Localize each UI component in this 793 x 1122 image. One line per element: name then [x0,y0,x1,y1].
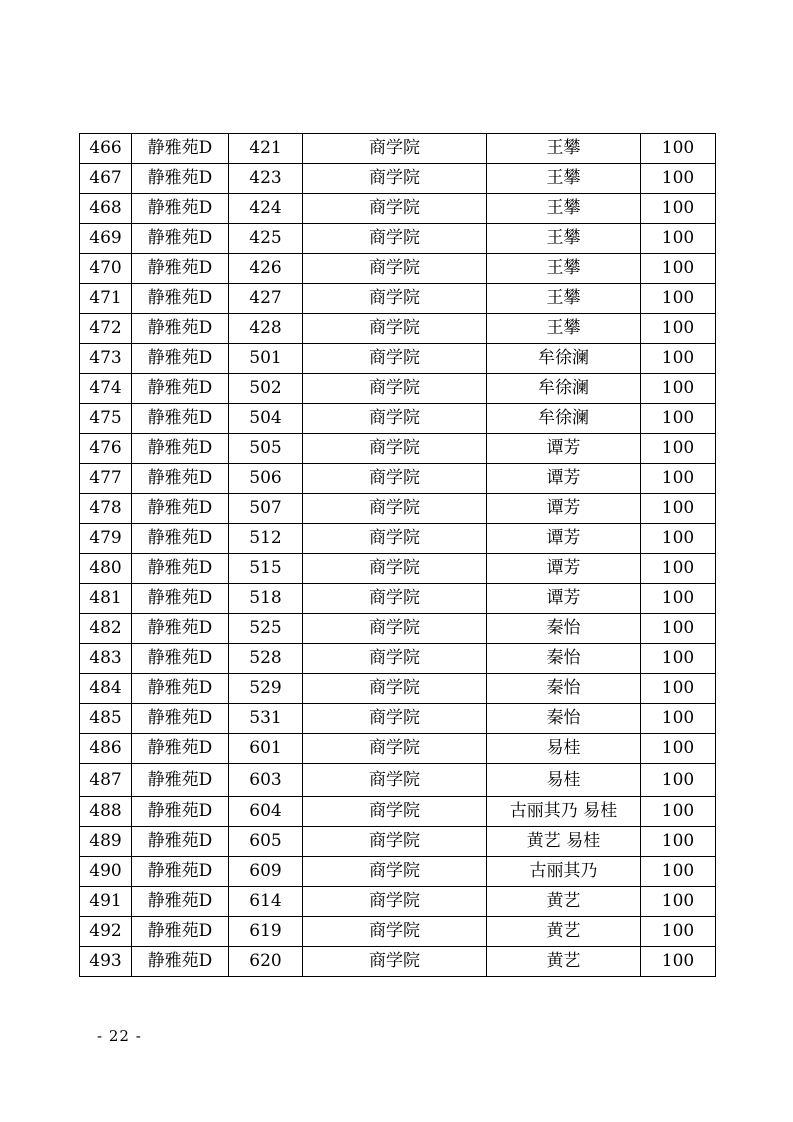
score-cell: 100 [641,494,716,524]
staff-name-cell: 古丽其乃 [487,857,641,887]
score-cell: 100 [641,254,716,284]
table-row [80,827,716,857]
building-cell: 静雅苑D [132,164,229,194]
table-row [80,644,716,674]
room-number-cell: 426 [229,254,303,284]
college-cell: 商学院 [303,827,487,857]
college-cell: 商学院 [303,734,487,764]
college-cell: 商学院 [303,464,487,494]
college-cell: 商学院 [303,344,487,374]
score-cell: 100 [641,674,716,704]
row-number-cell: 469 [80,224,132,254]
building-cell: 静雅苑D [132,797,229,827]
building-cell: 静雅苑D [132,554,229,584]
score-cell: 100 [641,344,716,374]
score-cell: 100 [641,917,716,947]
building-cell: 静雅苑D [132,947,229,977]
row-number-cell: 466 [80,134,132,164]
score-cell: 100 [641,797,716,827]
score-cell: 100 [641,164,716,194]
building-cell: 静雅苑D [132,857,229,887]
staff-name-cell: 王攀 [487,284,641,314]
score-cell: 100 [641,314,716,344]
row-number-cell: 472 [80,314,132,344]
college-cell: 商学院 [303,644,487,674]
table-row [80,797,716,827]
staff-name-cell: 王攀 [487,224,641,254]
staff-name-cell: 秦怡 [487,614,641,644]
score-cell: 100 [641,524,716,554]
college-cell: 商学院 [303,797,487,827]
score-cell: 100 [641,374,716,404]
college-cell: 商学院 [303,224,487,254]
building-cell: 静雅苑D [132,917,229,947]
room-number-cell: 601 [229,734,303,764]
building-cell: 静雅苑D [132,764,229,797]
staff-name-cell: 谭芳 [487,584,641,614]
score-cell: 100 [641,554,716,584]
building-cell: 静雅苑D [132,434,229,464]
table-row [80,134,716,164]
row-number-cell: 473 [80,344,132,374]
room-number-cell: 529 [229,674,303,704]
building-cell: 静雅苑D [132,524,229,554]
row-number-cell: 485 [80,704,132,734]
building-cell: 静雅苑D [132,374,229,404]
college-cell: 商学院 [303,584,487,614]
table-row [80,224,716,254]
college-cell: 商学院 [303,434,487,464]
room-number-cell: 428 [229,314,303,344]
score-cell: 100 [641,644,716,674]
staff-name-cell: 王攀 [487,254,641,284]
room-number-cell: 609 [229,857,303,887]
building-cell: 静雅苑D [132,224,229,254]
row-number-cell: 467 [80,164,132,194]
row-number-cell: 468 [80,194,132,224]
row-number-cell: 487 [80,764,132,797]
score-cell: 100 [641,857,716,887]
room-number-cell: 425 [229,224,303,254]
table-row [80,494,716,524]
college-cell: 商学院 [303,764,487,797]
college-cell: 商学院 [303,857,487,887]
staff-name-cell: 易桂 [487,734,641,764]
table-row [80,614,716,644]
college-cell: 商学院 [303,254,487,284]
college-cell: 商学院 [303,887,487,917]
score-cell: 100 [641,614,716,644]
room-number-cell: 502 [229,374,303,404]
staff-name-cell: 牟徐澜 [487,404,641,434]
staff-name-cell: 谭芳 [487,494,641,524]
table-row [80,194,716,224]
row-number-cell: 483 [80,644,132,674]
row-number-cell: 486 [80,734,132,764]
staff-name-cell: 牟徐澜 [487,374,641,404]
row-number-cell: 492 [80,917,132,947]
room-number-cell: 525 [229,614,303,644]
college-cell: 商学院 [303,947,487,977]
row-number-cell: 489 [80,827,132,857]
row-number-cell: 481 [80,584,132,614]
college-cell: 商学院 [303,704,487,734]
building-cell: 静雅苑D [132,314,229,344]
score-cell: 100 [641,464,716,494]
table-row [80,434,716,464]
room-number-cell: 531 [229,704,303,734]
table-row [80,164,716,194]
table-body [80,134,716,977]
score-cell: 100 [641,947,716,977]
staff-name-cell: 谭芳 [487,554,641,584]
table-row [80,704,716,734]
row-number-cell: 478 [80,494,132,524]
row-number-cell: 471 [80,284,132,314]
building-cell: 静雅苑D [132,464,229,494]
college-cell: 商学院 [303,524,487,554]
staff-name-cell: 易桂 [487,764,641,797]
building-cell: 静雅苑D [132,644,229,674]
building-cell: 静雅苑D [132,704,229,734]
staff-name-cell: 谭芳 [487,434,641,464]
college-cell: 商学院 [303,374,487,404]
score-cell: 100 [641,434,716,464]
staff-name-cell: 黄艺 [487,887,641,917]
room-number-cell: 423 [229,164,303,194]
score-cell: 100 [641,584,716,614]
row-number-cell: 474 [80,374,132,404]
staff-name-cell: 古丽其乃 易桂 [487,797,641,827]
staff-name-cell: 谭芳 [487,464,641,494]
building-cell: 静雅苑D [132,134,229,164]
row-number-cell: 479 [80,524,132,554]
building-cell: 静雅苑D [132,887,229,917]
score-cell: 100 [641,134,716,164]
table-row [80,314,716,344]
room-number-cell: 528 [229,644,303,674]
room-number-cell: 504 [229,404,303,434]
room-number-cell: 512 [229,524,303,554]
college-cell: 商学院 [303,674,487,704]
college-cell: 商学院 [303,917,487,947]
row-number-cell: 476 [80,434,132,464]
score-cell: 100 [641,284,716,314]
score-cell: 100 [641,224,716,254]
room-number-cell: 620 [229,947,303,977]
table-row [80,374,716,404]
college-cell: 商学院 [303,614,487,644]
building-cell: 静雅苑D [132,827,229,857]
college-cell: 商学院 [303,494,487,524]
room-number-cell: 604 [229,797,303,827]
college-cell: 商学院 [303,134,487,164]
table-row [80,734,716,764]
college-cell: 商学院 [303,404,487,434]
room-number-cell: 505 [229,434,303,464]
staff-name-cell: 黄艺 [487,947,641,977]
table-row [80,554,716,584]
table-row [80,947,716,977]
staff-name-cell: 王攀 [487,164,641,194]
row-number-cell: 470 [80,254,132,284]
building-cell: 静雅苑D [132,584,229,614]
table-row [80,524,716,554]
building-cell: 静雅苑D [132,404,229,434]
table-row [80,464,716,494]
building-cell: 静雅苑D [132,194,229,224]
college-cell: 商学院 [303,314,487,344]
room-number-cell: 605 [229,827,303,857]
room-number-cell: 515 [229,554,303,584]
row-number-cell: 490 [80,857,132,887]
room-number-cell: 614 [229,887,303,917]
table-row [80,857,716,887]
table-row [80,764,716,797]
staff-name-cell: 黄艺 [487,917,641,947]
room-number-cell: 421 [229,134,303,164]
score-cell: 100 [641,404,716,434]
staff-name-cell: 王攀 [487,134,641,164]
room-number-cell: 506 [229,464,303,494]
staff-name-cell: 秦怡 [487,644,641,674]
room-number-cell: 619 [229,917,303,947]
row-number-cell: 475 [80,404,132,434]
row-number-cell: 477 [80,464,132,494]
building-cell: 静雅苑D [132,344,229,374]
building-cell: 静雅苑D [132,674,229,704]
building-cell: 静雅苑D [132,734,229,764]
row-number-cell: 482 [80,614,132,644]
room-number-cell: 518 [229,584,303,614]
college-cell: 商学院 [303,554,487,584]
score-cell: 100 [641,734,716,764]
row-number-cell: 491 [80,887,132,917]
staff-name-cell: 牟徐澜 [487,344,641,374]
table-row [80,404,716,434]
building-cell: 静雅苑D [132,614,229,644]
table-row [80,584,716,614]
staff-name-cell: 黄艺 易桂 [487,827,641,857]
dormitory-score-table [79,133,716,977]
table-row [80,254,716,284]
staff-name-cell: 秦怡 [487,704,641,734]
room-number-cell: 427 [229,284,303,314]
page-number: - 22 - [97,1027,142,1045]
building-cell: 静雅苑D [132,494,229,524]
row-number-cell: 480 [80,554,132,584]
row-number-cell: 493 [80,947,132,977]
row-number-cell: 488 [80,797,132,827]
building-cell: 静雅苑D [132,254,229,284]
row-number-cell: 484 [80,674,132,704]
table-row [80,917,716,947]
staff-name-cell: 秦怡 [487,674,641,704]
staff-name-cell: 王攀 [487,194,641,224]
table-row [80,344,716,374]
room-number-cell: 603 [229,764,303,797]
staff-name-cell: 谭芳 [487,524,641,554]
table-row [80,674,716,704]
score-cell: 100 [641,194,716,224]
staff-name-cell: 王攀 [487,314,641,344]
room-number-cell: 424 [229,194,303,224]
room-number-cell: 501 [229,344,303,374]
score-cell: 100 [641,704,716,734]
table-row [80,284,716,314]
college-cell: 商学院 [303,164,487,194]
room-number-cell: 507 [229,494,303,524]
building-cell: 静雅苑D [132,284,229,314]
score-cell: 100 [641,764,716,797]
score-cell: 100 [641,887,716,917]
college-cell: 商学院 [303,194,487,224]
score-cell: 100 [641,827,716,857]
table-row [80,887,716,917]
college-cell: 商学院 [303,284,487,314]
